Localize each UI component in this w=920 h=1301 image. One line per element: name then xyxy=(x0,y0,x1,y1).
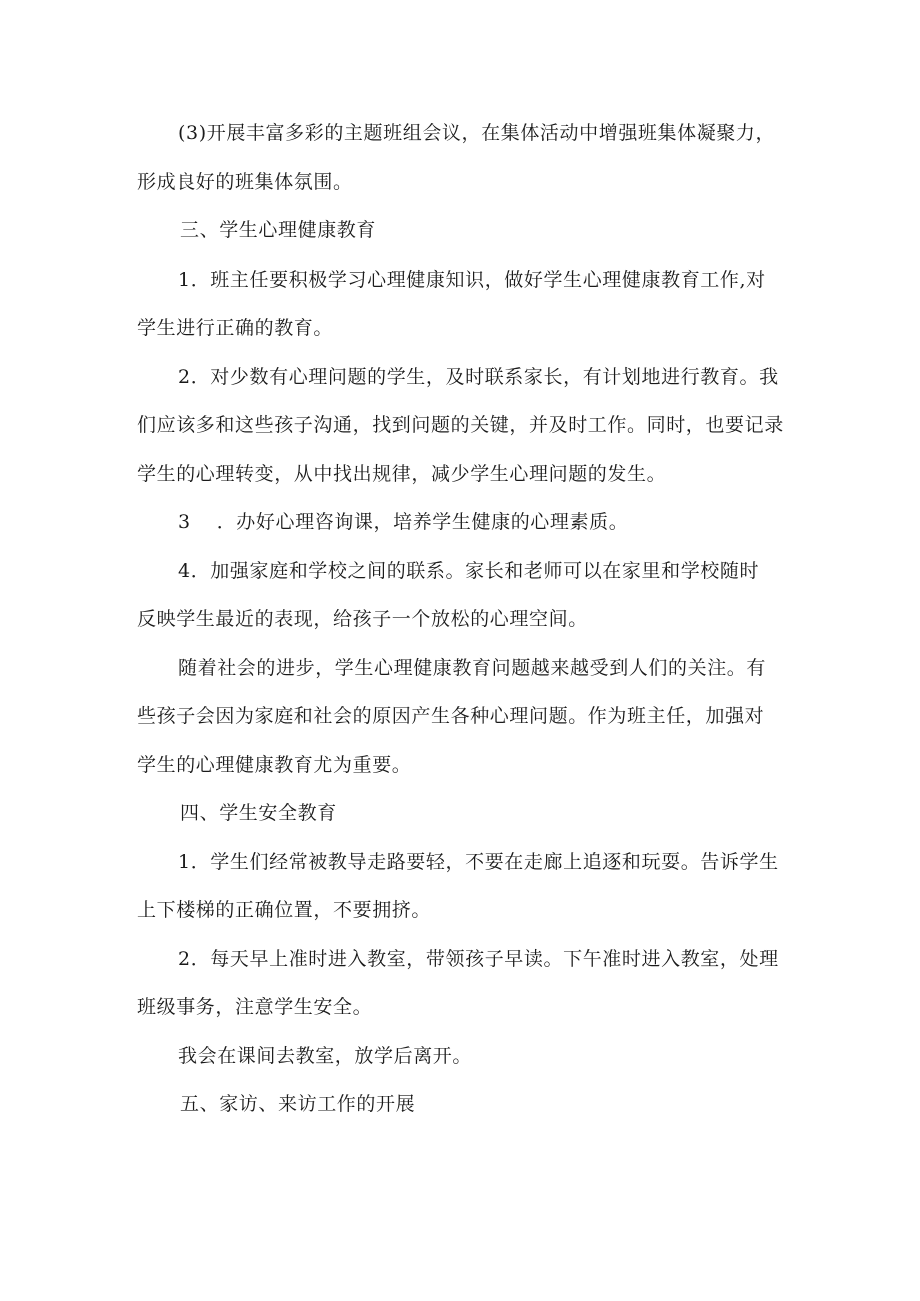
item-4-line-1: 4．加强家庭和学校之间的联系。家长和老师可以在家里和学校随时 xyxy=(178,560,760,582)
item-4-line-2: 反映学生最近的表现，给孩子一个放松的心理空间。 xyxy=(137,608,588,630)
item-2-line-3: 学生的心理转变，从中找出规律，减少学生心理问题的发生。 xyxy=(137,463,667,485)
item-2-line-1: 2．对少数有心理问题的学生，及时联系家长，有计划地进行教育。我 xyxy=(178,366,779,388)
paragraph-classroom: 我会在课间去教室，放学后离开。 xyxy=(178,1045,473,1067)
section-heading-home-visits: 五、家访、来访工作的开展 xyxy=(180,1093,416,1115)
paragraph-3-line-1: (3)开展丰富多彩的主题班组会议，在集体活动中增强班集体凝聚力， xyxy=(178,122,776,144)
safety-item-1-line-1: 1．学生们经常被教导走路要轻，不要在走廊上追逐和玩耍。告诉学生 xyxy=(178,851,779,873)
safety-item-2-line-1: 2．每天早上准时进入教室，带领孩子早读。下午准时进入教室，处理 xyxy=(178,948,779,970)
section-heading-safety: 四、学生安全教育 xyxy=(180,802,337,824)
paragraph-society-line-1: 随着社会的进步，学生心理健康教育问题越来越受到人们的关注。有 xyxy=(178,657,767,679)
item-2-line-2: 们应该多和这些孩子沟通，找到问题的关键，并及时工作。同时，也要记录 xyxy=(137,414,784,436)
section-heading-mental-health: 三、学生心理健康教育 xyxy=(180,219,377,241)
safety-item-2-line-2: 班级事务，注意学生安全。 xyxy=(137,996,373,1018)
paragraph-3-line-2: 形成良好的班集体氛围。 xyxy=(137,171,353,193)
item-1-line-2: 学生进行正确的教育。 xyxy=(137,317,334,339)
item-3-text: ．办好心理咨询课，培养学生健康的心理素质。 xyxy=(216,511,629,533)
safety-item-1-line-2: 上下楼梯的正确位置，不要拥挤。 xyxy=(137,899,432,921)
item-1-line-1: 1．班主任要积极学习心理健康知识，做好学生心理健康教育工作,对 xyxy=(178,269,766,291)
paragraph-society-line-2: 些孩子会因为家庭和社会的原因产生各种心理问题。作为班主任，加强对 xyxy=(137,705,765,727)
item-3-number: 3 xyxy=(178,511,191,533)
paragraph-society-line-3: 学生的心理健康教育尤为重要。 xyxy=(137,754,412,776)
item-3-line-1 xyxy=(178,510,628,534)
